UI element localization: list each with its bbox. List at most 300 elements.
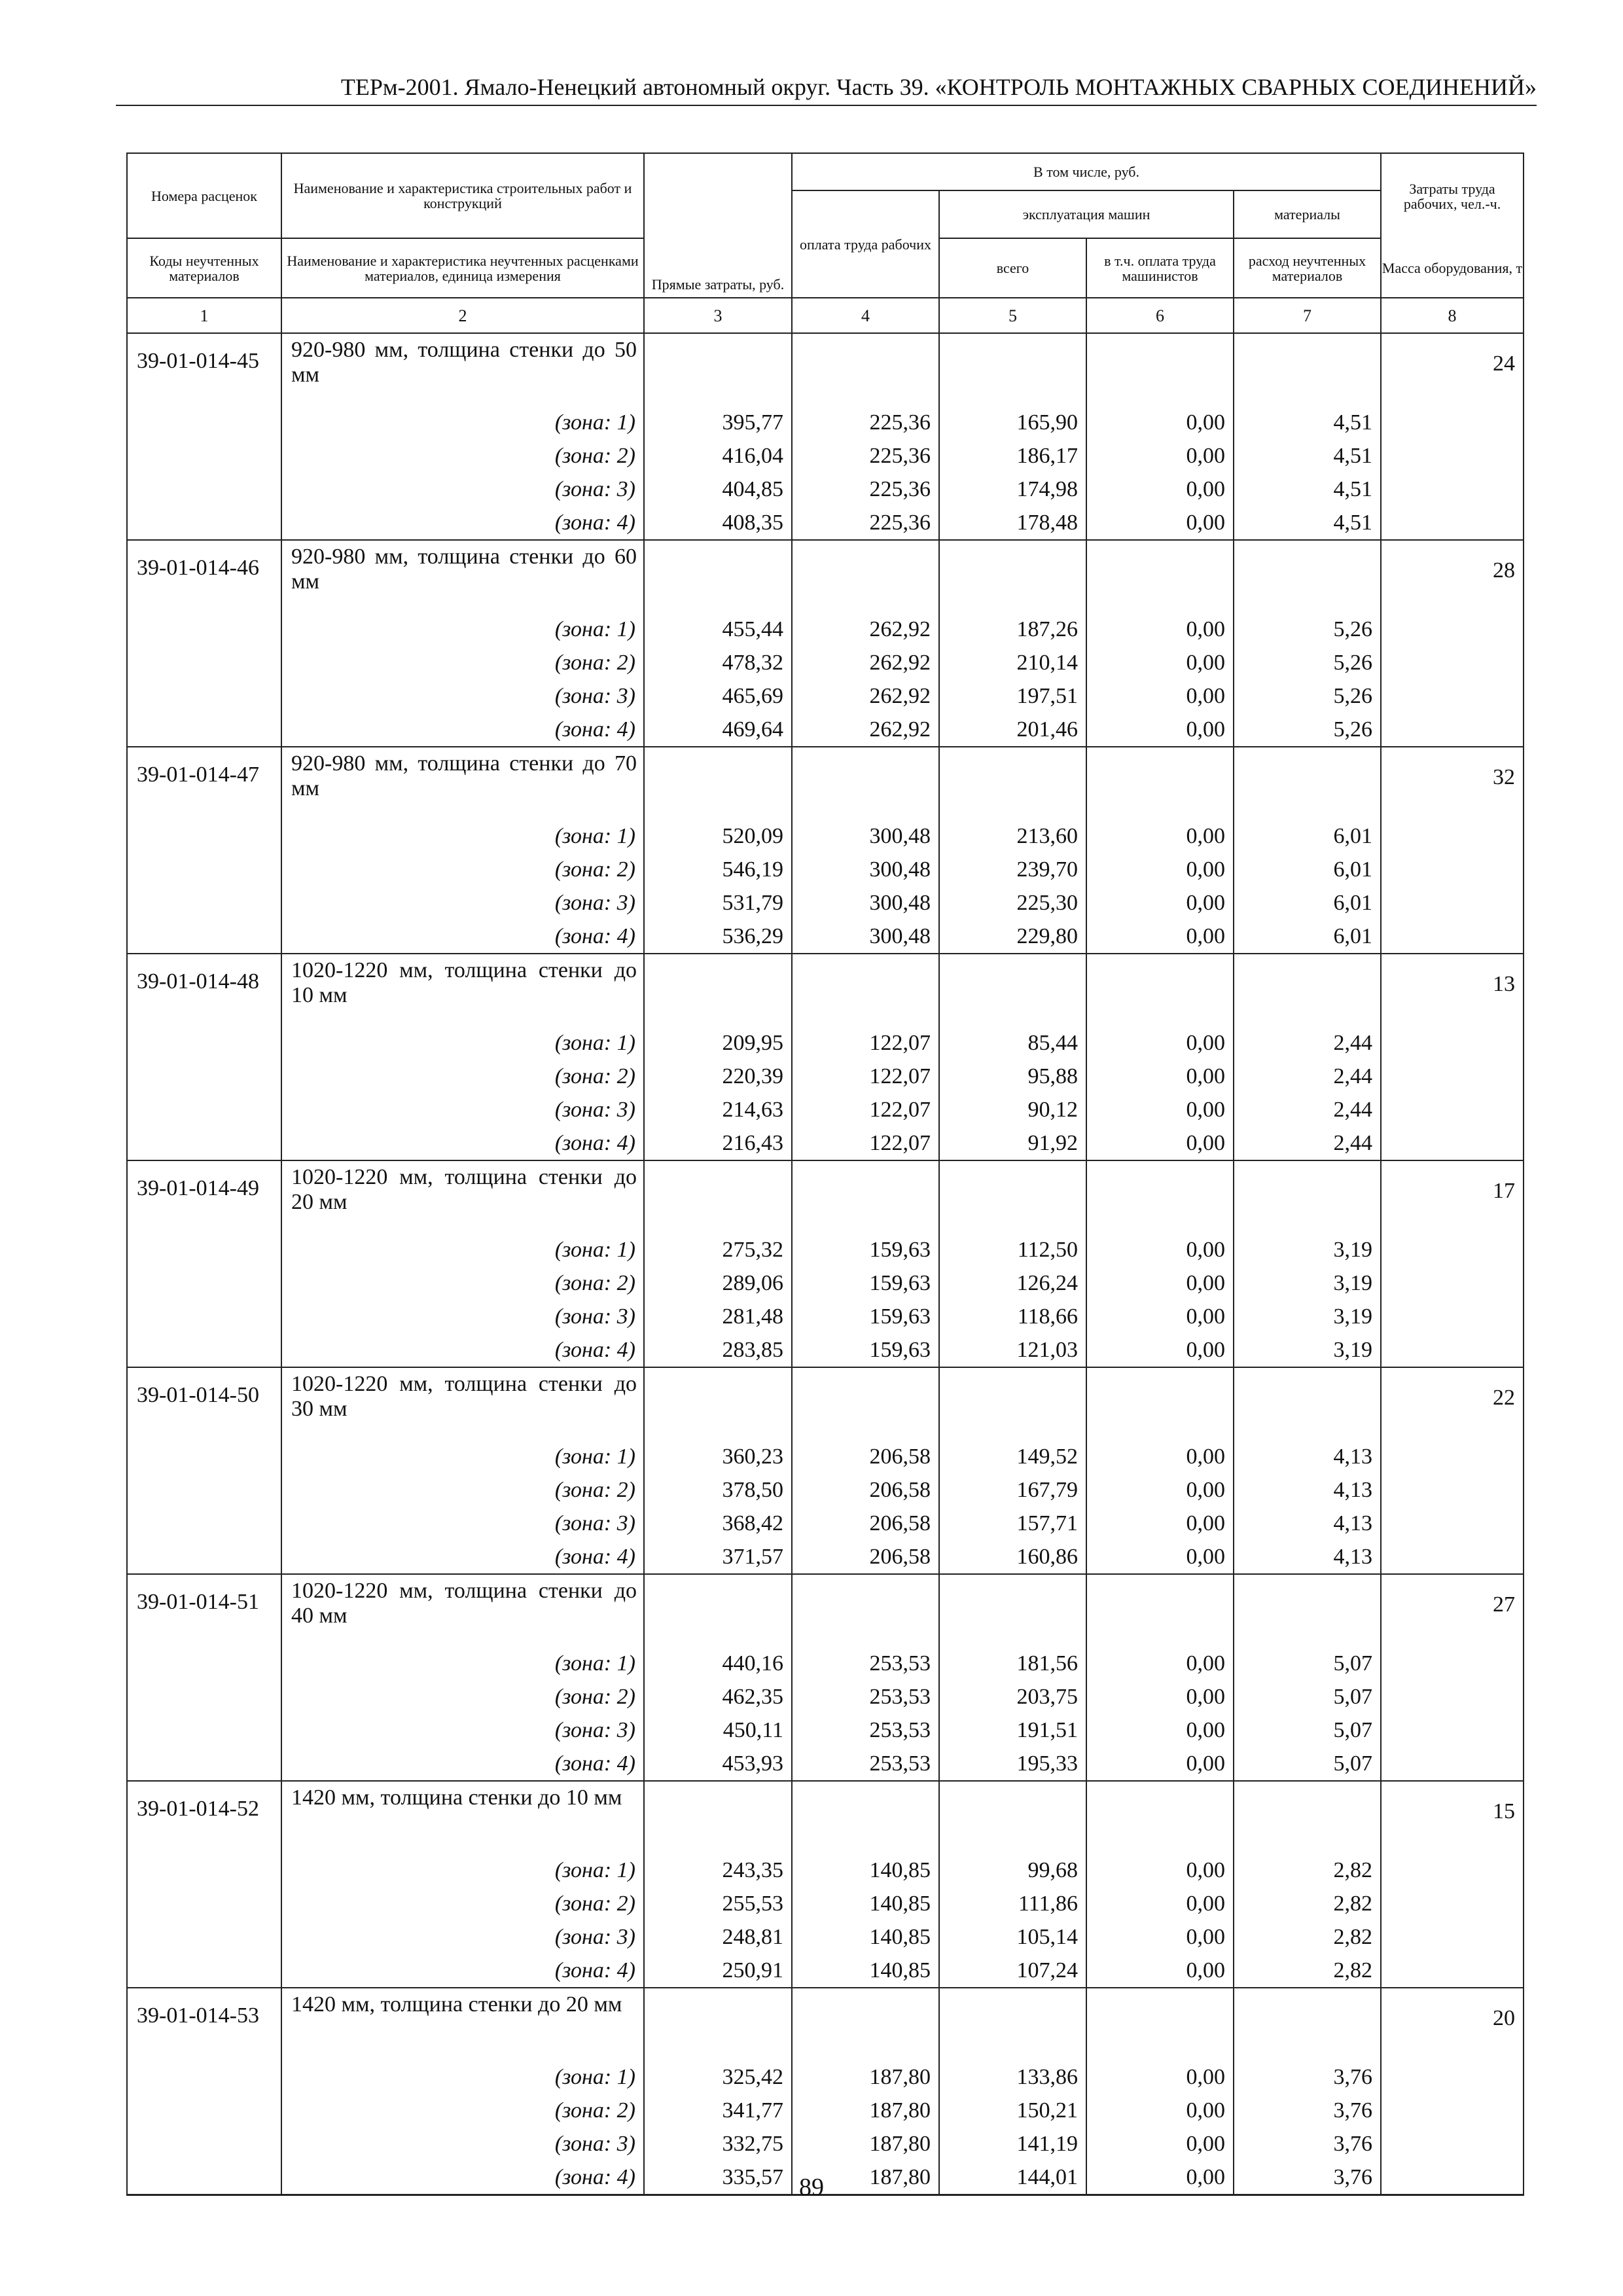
materials: 4,51: [1234, 439, 1381, 473]
zone-label: (зона: 1): [281, 1026, 644, 1060]
zone-row: [127, 439, 1524, 473]
empty-cell: [1381, 1440, 1524, 1473]
rate-title: 1420 мм, толщина стенки до 10 мм: [281, 1781, 644, 1854]
direct-costs: 335,57: [644, 2161, 792, 2195]
empty-cell: [1381, 1300, 1524, 1333]
empty-cell: [1381, 1026, 1524, 1060]
zone-label: (зона: 2): [281, 1060, 644, 1093]
operators-wages: 0,00: [1086, 1440, 1234, 1473]
col-header-material-consumption: расход неучтенных материалов: [1234, 238, 1381, 298]
zone-label: (зона: 2): [281, 1680, 644, 1713]
empty-cell: [127, 1747, 281, 1781]
machines-total: 144,01: [939, 2161, 1086, 2195]
empty-cell: [644, 747, 792, 819]
empty-cell: [127, 819, 281, 853]
direct-costs: 478,32: [644, 646, 792, 679]
wages: 262,92: [792, 646, 939, 679]
zone-label: (зона: 2): [281, 1473, 644, 1507]
machines-total: 105,14: [939, 1920, 1086, 1954]
empty-cell: [127, 1680, 281, 1713]
materials: 2,44: [1234, 1060, 1381, 1093]
wages: 140,85: [792, 1954, 939, 1988]
empty-cell: [1086, 540, 1234, 613]
empty-cell: [1234, 540, 1381, 613]
empty-cell: [939, 1160, 1086, 1233]
direct-costs: 214,63: [644, 1093, 792, 1126]
materials: 4,51: [1234, 406, 1381, 439]
wages: 206,58: [792, 1473, 939, 1507]
rate-title-row: [127, 954, 1524, 1026]
machines-total: 133,86: [939, 2060, 1086, 2094]
direct-costs: 275,32: [644, 1233, 792, 1266]
empty-cell: [127, 406, 281, 439]
operators-wages: 0,00: [1086, 406, 1234, 439]
direct-costs: 281,48: [644, 1300, 792, 1333]
empty-cell: [1381, 2094, 1524, 2127]
zone-row: [127, 1300, 1524, 1333]
empty-cell: [1086, 954, 1234, 1026]
machines-total: 210,14: [939, 646, 1086, 679]
empty-cell: [939, 747, 1086, 819]
zone-label: (зона: 1): [281, 1647, 644, 1680]
zone-label: (зона: 2): [281, 439, 644, 473]
direct-costs: 378,50: [644, 1473, 792, 1507]
empty-cell: [1086, 747, 1234, 819]
empty-cell: [1381, 1647, 1524, 1680]
direct-costs: 216,43: [644, 1126, 792, 1160]
column-number: 7: [1234, 298, 1381, 333]
wages: 140,85: [792, 1920, 939, 1954]
wages: 300,48: [792, 886, 939, 920]
empty-cell: [127, 713, 281, 747]
empty-cell: [792, 1367, 939, 1440]
rate-title-row: [127, 540, 1524, 613]
empty-cell: [127, 1026, 281, 1060]
zone-label: (зона: 3): [281, 473, 644, 506]
rate-code: 39-01-014-49: [127, 1160, 281, 1233]
materials: 5,07: [1234, 1747, 1381, 1781]
machines-total: 118,66: [939, 1300, 1086, 1333]
zone-label: (зона: 1): [281, 1854, 644, 1887]
empty-cell: [1381, 1920, 1524, 1954]
empty-cell: [1234, 1988, 1381, 2060]
empty-cell: [127, 2127, 281, 2161]
machines-total: 91,92: [939, 1126, 1086, 1160]
zone-label: (зона: 4): [281, 920, 644, 954]
empty-cell: [1234, 1367, 1381, 1440]
col-header-work-name: Наименование и характеристика строительных работ и конструкций: [281, 153, 644, 238]
empty-cell: [1234, 747, 1381, 819]
rate-title: 920-980 мм, толщина стенки до 50 мм: [281, 333, 644, 406]
col-header-equipment-mass: Масса оборудования, т: [1381, 238, 1524, 298]
materials: 5,07: [1234, 1680, 1381, 1713]
empty-cell: [939, 1574, 1086, 1647]
machines-total: 197,51: [939, 679, 1086, 713]
rate-title-row: [127, 1988, 1524, 2060]
column-number: 5: [939, 298, 1086, 333]
direct-costs: 469,64: [644, 713, 792, 747]
wages: 300,48: [792, 853, 939, 886]
empty-cell: [127, 1507, 281, 1540]
zone-row: [127, 920, 1524, 954]
empty-cell: [1381, 1093, 1524, 1126]
zone-row: [127, 713, 1524, 747]
wages: 159,63: [792, 1333, 939, 1367]
machines-total: 225,30: [939, 886, 1086, 920]
materials: 5,07: [1234, 1647, 1381, 1680]
zone-row: [127, 819, 1524, 853]
wages: 262,92: [792, 679, 939, 713]
empty-cell: [792, 540, 939, 613]
materials: 3,76: [1234, 2161, 1381, 2195]
rate-title-row: [127, 1781, 1524, 1854]
table-header: [127, 153, 1524, 333]
col-header-material-codes: Коды неучтенных материалов: [127, 238, 281, 298]
empty-cell: [644, 1988, 792, 2060]
zone-row: [127, 1647, 1524, 1680]
machines-total: 213,60: [939, 819, 1086, 853]
operators-wages: 0,00: [1086, 1473, 1234, 1507]
direct-costs: 332,75: [644, 2127, 792, 2161]
empty-cell: [1381, 1266, 1524, 1300]
machines-total: 203,75: [939, 1680, 1086, 1713]
direct-costs: 368,42: [644, 1507, 792, 1540]
empty-cell: [1381, 853, 1524, 886]
rate-code: 39-01-014-47: [127, 747, 281, 819]
operators-wages: 0,00: [1086, 1026, 1234, 1060]
materials: 3,76: [1234, 2094, 1381, 2127]
machines-total: 181,56: [939, 1647, 1086, 1680]
rate-code: 39-01-014-45: [127, 333, 281, 406]
empty-cell: [1234, 333, 1381, 406]
labor-costs: 13: [1381, 954, 1524, 1026]
column-number: 2: [281, 298, 644, 333]
empty-cell: [1086, 1367, 1234, 1440]
empty-cell: [792, 333, 939, 406]
zone-label: (зона: 2): [281, 646, 644, 679]
empty-cell: [1234, 1160, 1381, 1233]
table-body: [127, 333, 1524, 2195]
zone-row: [127, 2094, 1524, 2127]
zone-label: (зона: 3): [281, 1300, 644, 1333]
machines-total: 112,50: [939, 1233, 1086, 1266]
empty-cell: [127, 613, 281, 646]
empty-cell: [127, 1093, 281, 1126]
zone-label: (зона: 1): [281, 2060, 644, 2094]
col-header-labor-costs: Затраты труда рабочих, чел.-ч.: [1381, 153, 1524, 238]
operators-wages: 0,00: [1086, 646, 1234, 679]
empty-cell: [1381, 886, 1524, 920]
wages: 262,92: [792, 613, 939, 646]
empty-cell: [644, 540, 792, 613]
operators-wages: 0,00: [1086, 439, 1234, 473]
rate-code: 39-01-014-53: [127, 1988, 281, 2060]
rate-title-row: [127, 1574, 1524, 1647]
operators-wages: 0,00: [1086, 1954, 1234, 1988]
wages: 253,53: [792, 1680, 939, 1713]
empty-cell: [127, 646, 281, 679]
wages: 206,58: [792, 1440, 939, 1473]
empty-cell: [1381, 1126, 1524, 1160]
rate-title: 1020-1220 мм, толщина стенки до 20 мм: [281, 1160, 644, 1233]
zone-label: (зона: 4): [281, 1747, 644, 1781]
empty-cell: [1381, 819, 1524, 853]
operators-wages: 0,00: [1086, 1126, 1234, 1160]
wages: 140,85: [792, 1854, 939, 1887]
materials: 5,26: [1234, 679, 1381, 713]
zone-label: (зона: 4): [281, 2161, 644, 2195]
zone-label: (зона: 4): [281, 1126, 644, 1160]
zone-row: [127, 1473, 1524, 1507]
empty-cell: [939, 954, 1086, 1026]
empty-cell: [127, 1647, 281, 1680]
operators-wages: 0,00: [1086, 713, 1234, 747]
direct-costs: 248,81: [644, 1920, 792, 1954]
materials: 4,13: [1234, 1440, 1381, 1473]
wages: 253,53: [792, 1647, 939, 1680]
wages: 140,85: [792, 1887, 939, 1920]
empty-cell: [1381, 1854, 1524, 1887]
operators-wages: 0,00: [1086, 886, 1234, 920]
empty-cell: [127, 920, 281, 954]
operators-wages: 0,00: [1086, 1854, 1234, 1887]
col-header-operators-wages: в т.ч. оплата труда машинистов: [1086, 238, 1234, 298]
zone-row: [127, 1747, 1524, 1781]
empty-cell: [1086, 1781, 1234, 1854]
zone-row: [127, 886, 1524, 920]
rate-title: 920-980 мм, толщина стенки до 60 мм: [281, 540, 644, 613]
operators-wages: 0,00: [1086, 1713, 1234, 1747]
wages: 187,80: [792, 2094, 939, 2127]
materials: 5,26: [1234, 613, 1381, 646]
operators-wages: 0,00: [1086, 1540, 1234, 1574]
wages: 300,48: [792, 819, 939, 853]
operators-wages: 0,00: [1086, 1266, 1234, 1300]
operators-wages: 0,00: [1086, 819, 1234, 853]
empty-cell: [1086, 333, 1234, 406]
materials: 3,19: [1234, 1233, 1381, 1266]
operators-wages: 0,00: [1086, 1507, 1234, 1540]
operators-wages: 0,00: [1086, 473, 1234, 506]
zone-label: (зона: 4): [281, 1954, 644, 1988]
operators-wages: 0,00: [1086, 2094, 1234, 2127]
empty-cell: [127, 1887, 281, 1920]
machines-total: 141,19: [939, 2127, 1086, 2161]
empty-cell: [1381, 506, 1524, 540]
wages: 187,80: [792, 2060, 939, 2094]
operators-wages: 0,00: [1086, 1333, 1234, 1367]
empty-cell: [1381, 1507, 1524, 1540]
zone-label: (зона: 3): [281, 679, 644, 713]
empty-cell: [127, 1126, 281, 1160]
col-header-wages: оплата труда рабочих: [792, 190, 939, 298]
zone-label: (зона: 2): [281, 1266, 644, 1300]
labor-costs: 22: [1381, 1367, 1524, 1440]
empty-cell: [939, 540, 1086, 613]
machines-total: 165,90: [939, 406, 1086, 439]
empty-cell: [127, 886, 281, 920]
empty-cell: [792, 1781, 939, 1854]
zone-label: (зона: 2): [281, 2094, 644, 2127]
empty-cell: [1234, 954, 1381, 1026]
wages: 225,36: [792, 506, 939, 540]
wages: 300,48: [792, 920, 939, 954]
empty-cell: [792, 1988, 939, 2060]
empty-cell: [792, 747, 939, 819]
zone-row: [127, 1680, 1524, 1713]
zone-row: [127, 1266, 1524, 1300]
empty-cell: [127, 506, 281, 540]
direct-costs: 453,93: [644, 1747, 792, 1781]
zone-row: [127, 1887, 1524, 1920]
materials: 4,13: [1234, 1540, 1381, 1574]
machines-total: 107,24: [939, 1954, 1086, 1988]
empty-cell: [939, 1988, 1086, 2060]
operators-wages: 0,00: [1086, 1233, 1234, 1266]
col-header-machines: эксплуатация машин: [939, 190, 1234, 238]
zone-label: (зона: 4): [281, 506, 644, 540]
zone-row: [127, 1507, 1524, 1540]
zone-label: (зона: 1): [281, 406, 644, 439]
zone-label: (зона: 1): [281, 1440, 644, 1473]
col-header-material-name: Наименование и характеристика неучтенных расценками материалов, единица измерения: [281, 238, 644, 298]
direct-costs: 455,44: [644, 613, 792, 646]
zone-row: [127, 1920, 1524, 1954]
zone-label: (зона: 4): [281, 713, 644, 747]
direct-costs: 325,42: [644, 2060, 792, 2094]
empty-cell: [1381, 1473, 1524, 1507]
zone-row: [127, 1126, 1524, 1160]
rate-code: 39-01-014-52: [127, 1781, 281, 1854]
zone-row: [127, 679, 1524, 713]
zone-row: [127, 1333, 1524, 1367]
rate-title-row: [127, 1367, 1524, 1440]
wages: 262,92: [792, 713, 939, 747]
machines-total: 195,33: [939, 1747, 1086, 1781]
rate-title: 1020-1220 мм, толщина стенки до 30 мм: [281, 1367, 644, 1440]
materials: 3,19: [1234, 1300, 1381, 1333]
empty-cell: [1086, 1160, 1234, 1233]
empty-cell: [1381, 1713, 1524, 1747]
labor-costs: 17: [1381, 1160, 1524, 1233]
empty-cell: [939, 1781, 1086, 1854]
zone-row: [127, 1540, 1524, 1574]
direct-costs: 341,77: [644, 2094, 792, 2127]
operators-wages: 0,00: [1086, 1920, 1234, 1954]
machines-total: 95,88: [939, 1060, 1086, 1093]
machines-total: 187,26: [939, 613, 1086, 646]
machines-total: 167,79: [939, 1473, 1086, 1507]
wages: 225,36: [792, 473, 939, 506]
materials: 2,44: [1234, 1026, 1381, 1060]
machines-total: 85,44: [939, 1026, 1086, 1060]
empty-cell: [127, 1333, 281, 1367]
zone-row: [127, 1854, 1524, 1887]
column-number: 6: [1086, 298, 1234, 333]
machines-total: 90,12: [939, 1093, 1086, 1126]
zone-label: (зона: 4): [281, 1333, 644, 1367]
direct-costs: 404,85: [644, 473, 792, 506]
wages: 122,07: [792, 1026, 939, 1060]
zone-row: [127, 406, 1524, 439]
zone-row: [127, 506, 1524, 540]
operators-wages: 0,00: [1086, 2060, 1234, 2094]
rate-title: 920-980 мм, толщина стенки до 70 мм: [281, 747, 644, 819]
operators-wages: 0,00: [1086, 1093, 1234, 1126]
rate-title-row: [127, 1160, 1524, 1233]
machines-total: 178,48: [939, 506, 1086, 540]
empty-cell: [127, 473, 281, 506]
zone-row: [127, 1093, 1524, 1126]
rate-title-row: [127, 747, 1524, 819]
column-number: 3: [644, 298, 792, 333]
direct-costs: 546,19: [644, 853, 792, 886]
zone-row: [127, 1954, 1524, 1988]
zone-row: [127, 1233, 1524, 1266]
direct-costs: 360,23: [644, 1440, 792, 1473]
wages: 253,53: [792, 1713, 939, 1747]
empty-cell: [1381, 713, 1524, 747]
machines-total: 150,21: [939, 2094, 1086, 2127]
labor-costs: 28: [1381, 540, 1524, 613]
materials: 5,26: [1234, 646, 1381, 679]
wages: 159,63: [792, 1233, 939, 1266]
empty-cell: [127, 853, 281, 886]
labor-costs: 24: [1381, 333, 1524, 406]
empty-cell: [1381, 613, 1524, 646]
direct-costs: 220,39: [644, 1060, 792, 1093]
materials: 6,01: [1234, 920, 1381, 954]
machines-total: 99,68: [939, 1854, 1086, 1887]
rate-title: 1020-1220 мм, толщина стенки до 40 мм: [281, 1574, 644, 1647]
direct-costs: 416,04: [644, 439, 792, 473]
empty-cell: [127, 1266, 281, 1300]
operators-wages: 0,00: [1086, 920, 1234, 954]
empty-cell: [1381, 439, 1524, 473]
direct-costs: 371,57: [644, 1540, 792, 1574]
zone-row: [127, 1026, 1524, 1060]
materials: 2,82: [1234, 1920, 1381, 1954]
wages: 122,07: [792, 1093, 939, 1126]
direct-costs: 440,16: [644, 1647, 792, 1680]
machines-total: 174,98: [939, 473, 1086, 506]
operators-wages: 0,00: [1086, 1680, 1234, 1713]
zone-label: (зона: 1): [281, 1233, 644, 1266]
operators-wages: 0,00: [1086, 2161, 1234, 2195]
wages: 159,63: [792, 1266, 939, 1300]
zone-label: (зона: 3): [281, 2127, 644, 2161]
wages: 225,36: [792, 439, 939, 473]
wages: 122,07: [792, 1126, 939, 1160]
empty-cell: [939, 333, 1086, 406]
empty-cell: [127, 2094, 281, 2127]
empty-cell: [127, 1540, 281, 1574]
machines-total: 229,80: [939, 920, 1086, 954]
empty-cell: [1381, 1747, 1524, 1781]
labor-costs: 20: [1381, 1988, 1524, 2060]
empty-cell: [127, 439, 281, 473]
column-number: 1: [127, 298, 281, 333]
rate-title: 1420 мм, толщина стенки до 20 мм: [281, 1988, 644, 2060]
page-number: 89: [799, 2174, 824, 2201]
direct-costs: 531,79: [644, 886, 792, 920]
operators-wages: 0,00: [1086, 1887, 1234, 1920]
empty-cell: [127, 1954, 281, 1988]
col-header-materials: материалы: [1234, 190, 1381, 238]
empty-cell: [127, 1440, 281, 1473]
wages: 159,63: [792, 1300, 939, 1333]
direct-costs: 255,53: [644, 1887, 792, 1920]
